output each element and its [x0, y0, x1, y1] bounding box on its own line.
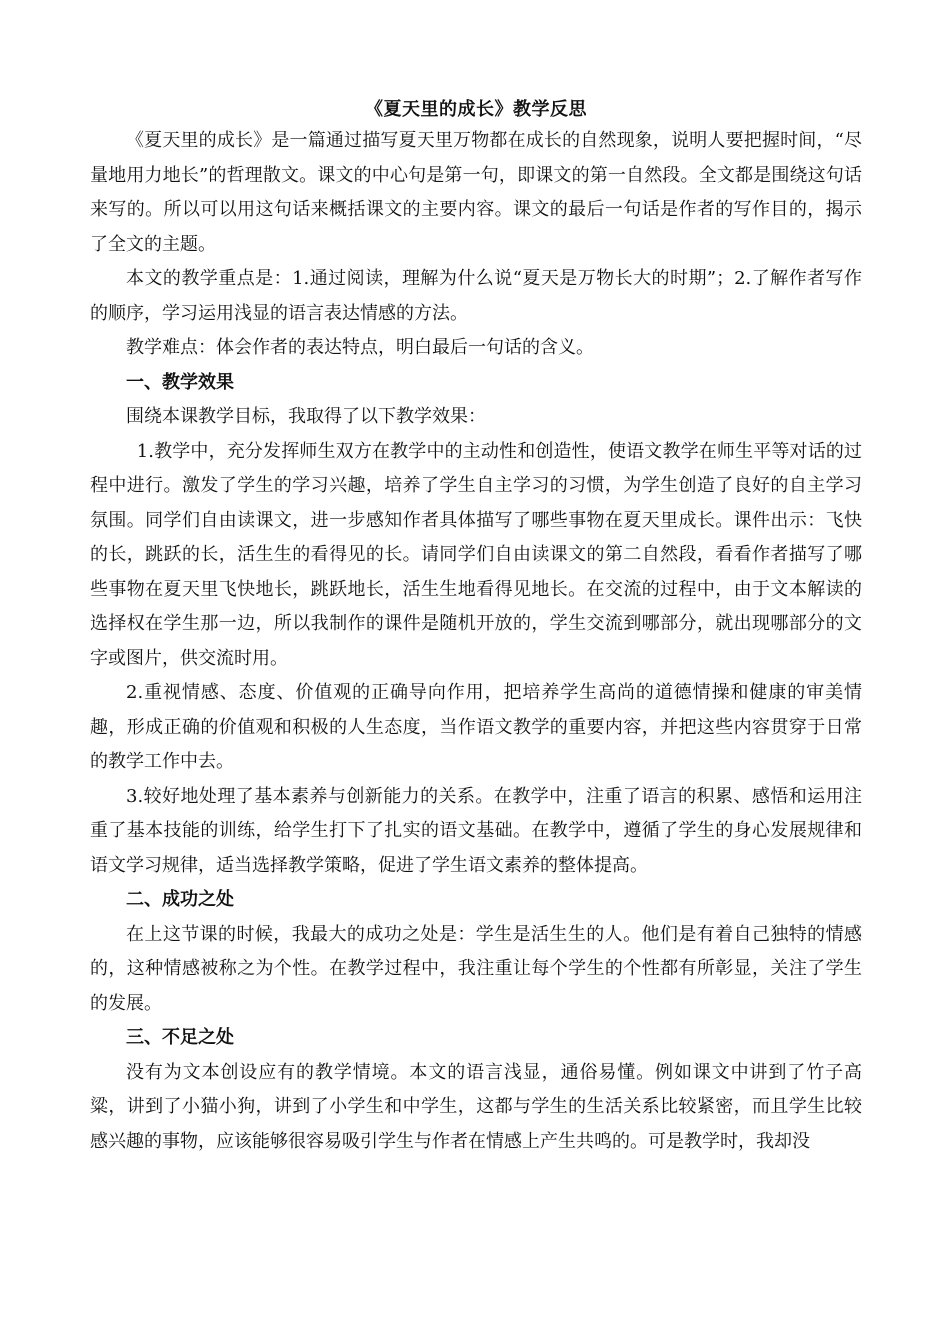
intro-paragraph: 《夏天里的成长》是一篇通过描写夏天里万物都在成长的自然现象，说明人要把握时间，“尽量地用力地长”的哲理散文。课文的中心句是第一句，即课文的第一自然段。全文都是围绕这句话来写的。所以可以用这句话来概括课文的主要内容。课文的最后一句话是作者的写作目的，揭示了全文的主题。	[90, 130, 862, 255]
section1-item-2: 2.重视情感、态度、价值观的正确导向作用，把培养学生高尚的道德情操和健康的审美情趣，形成正确的价值观和积极的人生态度，当作语文教学的重要内容，并把这些内容贯穿于日常的教学工作中去。	[90, 682, 862, 772]
teaching-focus-paragraph: 本文的教学重点是：1.通过阅读，理解为什么说“夏天是万物长大的时期”；2.了解作者写作的顺序，学习运用浅显的语言表达情感的方法。	[90, 268, 862, 324]
section1-intro: 围绕本课教学目标，我取得了以下教学效果：	[126, 406, 486, 427]
section2-text: 在上这节课的时候，我最大的成功之处是：学生是活生生的人。他们是有着自己独特的情感的，这种情感被称之为个性。在教学过程中，我注重让每个学生的个性都有所彰显，关注了学生的发展。	[90, 923, 862, 1014]
section1-item-1: 1.教学中，充分发挥师生双方在教学中的主动性和创造性，使语文教学在师生平等对话的过程中进行。激发了学生的学习兴趣，培养了学生自主学习的习惯，为学生创造了良好的自主学习氛围。同学们自由读课文，进一步感知作者具体描写了哪些事物在夏天里成长。课件出示：飞快的长，跳跃的长，活生生的看得见的长。请同学们自由读课文的第二自然段，看看作者描写了哪些事物在夏天里飞快地长，跳跃地长，活生生地看得见地长。在交流的过程中，由于文本解读的选择权在学生那一边，所以我制作的课件是随机开放的，学生交流到哪部分，就出现哪部分的文字或图片，供交流时用。	[90, 440, 862, 669]
document-title: 《夏天里的成长》教学反思	[365, 99, 587, 120]
section-heading-success: 二、成功之处	[126, 889, 234, 910]
document-page	[90, 96, 862, 1159]
section-heading-shortcomings: 三、不足之处	[126, 1027, 234, 1048]
section1-item-3: 3.较好地处理了基本素养与创新能力的关系。在教学中，注重了语言的积累、感悟和运用注重了基本技能的训练，给学生打下了扎实的语文基础。在教学中，遵循了学生的身心发展规律和语文学习规律，适当选择教学策略，促进了学生语文素养的整体提高。	[90, 785, 862, 876]
teaching-difficulty-paragraph: 教学难点：体会作者的表达特点，明白最后一句话的含义。	[126, 337, 594, 358]
section-heading-teaching-effect: 一、教学效果	[126, 371, 234, 393]
section3-text: 没有为文本创设应有的教学情境。本文的语言浅显，通俗易懂。例如课文中讲到了竹子高粱，讲到了小猫小狗，讲到了小学生和中学生，这都与学生的生活关系比较紧密，而且学生比较感兴趣的事物，应该能够很容易吸引学生与作者在情感上产生共鸣的。可是教学时，我却没	[90, 1061, 862, 1152]
